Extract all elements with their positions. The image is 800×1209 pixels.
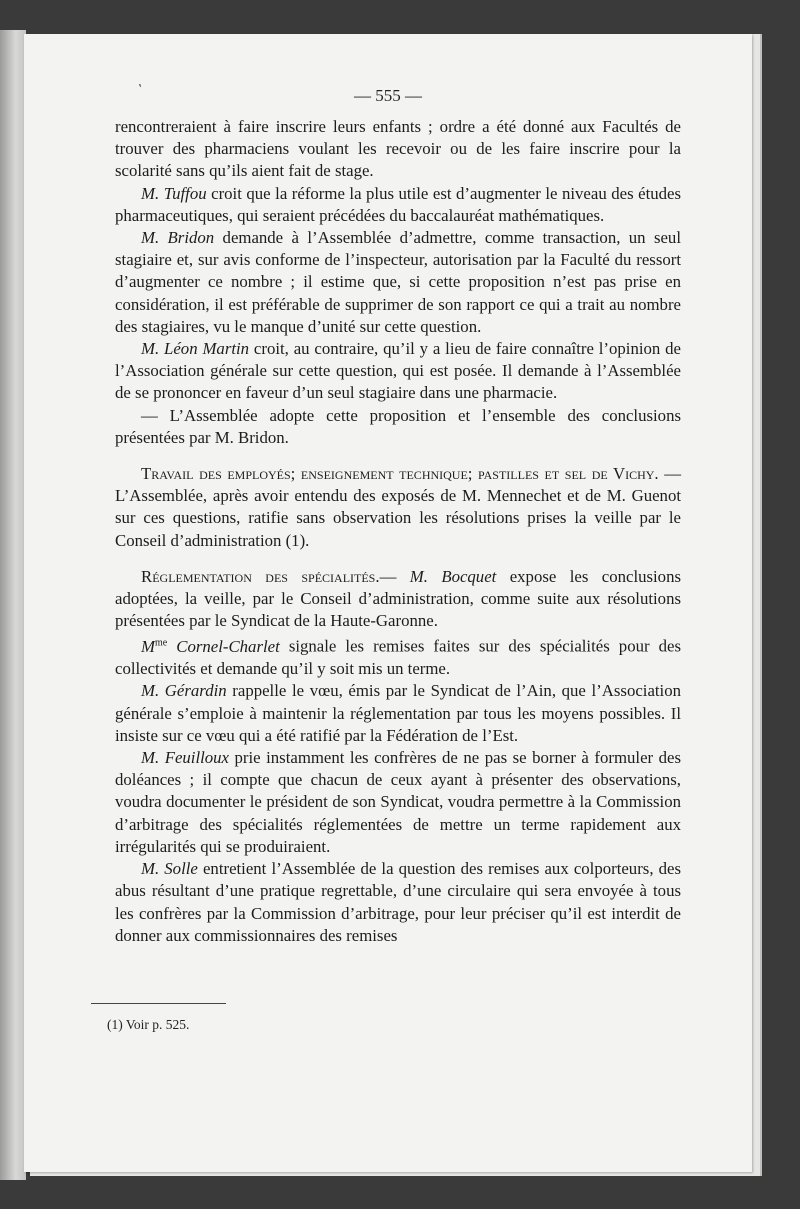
facing-page-edge	[0, 30, 26, 1180]
speaker-surname: Cornel-Charlet	[167, 637, 280, 657]
speaker-name: M. Gérardin	[141, 681, 227, 701]
speaker-sup: me	[154, 637, 168, 649]
speaker-prefix: M	[141, 637, 155, 657]
page-number: — 555 —	[354, 86, 422, 105]
section-text: expose les conclusions adoptées, la veille, par le Conseil d’administration, comme suite aux résolutions présentées par le Syndicat de la Haute-Garonne.	[115, 566, 681, 631]
continuation-paragraph: rencontreraient à faire inscrire leurs enfants ; ordre a été donné aux Facultés de trouver des pharmaciens voulant les recevoir ou de les faire inscrire pour la scolarité sans qu’ils aient fait de stage.	[115, 117, 681, 181]
paragraph-text: entretient l’Assemblée de la question des remises aux colporteurs, des abus résultant d’une pratique regrettable, d’une circulaire qui sera envoyée à tous les confrères par la Commission d’arbitrage, pour leur préciser qu’il est interdit de donner aux commissionnaires des remises	[115, 859, 681, 945]
document-page	[24, 34, 752, 1172]
paragraph-adoption: — L’Assemblée adopte cette proposition et l’ensemble des conclusions présentées par M. Bridon.	[115, 405, 681, 447]
paragraph-gerardin	[115, 680, 681, 747]
paragraph-text: signale les remises faites sur des spécialités pour des collectivités et demande qu’il y soit mis un terme.	[115, 637, 681, 679]
paragraph-text: demande à l’Assemblée d’admettre, comme transaction, un seul stagiaire et, sur avis conforme de l’inspecteur, autorisation par la Faculté du ressort d’augmenter ce nombre ; il estime que, si cette proposition n’est pas prise en considération, il est préférable de supprimer de son rapport ce qui a trait au nombre des stagiaires, vu le manque d’unité sur cette question.	[115, 228, 681, 336]
section-heading: Réglementation des spécialités.	[141, 566, 380, 586]
paragraph-text: prie instamment les confrères de ne pas se borner à formuler des doléances ; il compte que chacun de ceux ayant à présenter des observations, voudra documenter le président de son Syndicat, voudra permettre à la Commission d’arbitrage des spécialités réglementées de mettre un terme rapidement aux irrégularités qui se produiraient.	[115, 748, 681, 856]
section-travail	[115, 463, 681, 552]
speaker-name: M. Bocquet	[409, 566, 497, 586]
section-heading: Travail des employés; enseignement technique; pastilles et sel de Vichy.	[141, 464, 659, 484]
paragraph-cornel	[115, 632, 681, 680]
footnote-divider	[91, 1003, 226, 1004]
page-body	[115, 116, 681, 947]
paragraph-feuilloux	[115, 747, 681, 858]
section-text: — L’Assemblée, après avoir entendu des exposés de M. Mennechet et de M. Guenot sur ces questions, ratifie sans observation les résolutions prises la veille par le Conseil d’administration (1).	[115, 464, 681, 550]
speaker-name: M. Feuilloux	[141, 748, 229, 768]
paragraph-solle	[115, 858, 681, 947]
paragraph-text: croit que la réforme la plus utile est d’augmenter le niveau des études pharmaceutiques, qui seraient précédées du baccalauréat mathématiques.	[115, 183, 682, 225]
paragraph-bridon	[115, 227, 681, 338]
speaker-name: M. Bridon	[141, 228, 215, 248]
paragraph-text: rappelle le vœu, émis par le Syndicat de l’Ain, que l’Association générale s’emploie à maintenir la réglementation par tous les moyens possibles. Il insiste sur ce vœu qui a été ratifié par la Fédération de l’Est.	[115, 681, 681, 745]
paragraph-text: croit, au contraire, qu’il y a lieu de faire connaître l’opinion de l’Association générale sur cette question, qui est posée. Il demande à l’Assemblée de se prononcer en faveur d’un seul stagiaire dans une pharmacie.	[115, 339, 681, 403]
speaker-name: M. Tuffou	[141, 183, 207, 203]
speaker-name: M. Léon Martin	[141, 339, 250, 359]
margin-mark: ʽ	[138, 82, 142, 96]
section-reglementation	[115, 566, 681, 633]
footnote: (1) Voir p. 525.	[107, 1017, 190, 1032]
heading-dash: —	[379, 566, 410, 586]
speaker-name: M. Solle	[141, 859, 198, 879]
paragraph-martin	[115, 338, 681, 405]
speaker-name	[141, 637, 280, 656]
paragraph-tuffou	[115, 183, 681, 227]
